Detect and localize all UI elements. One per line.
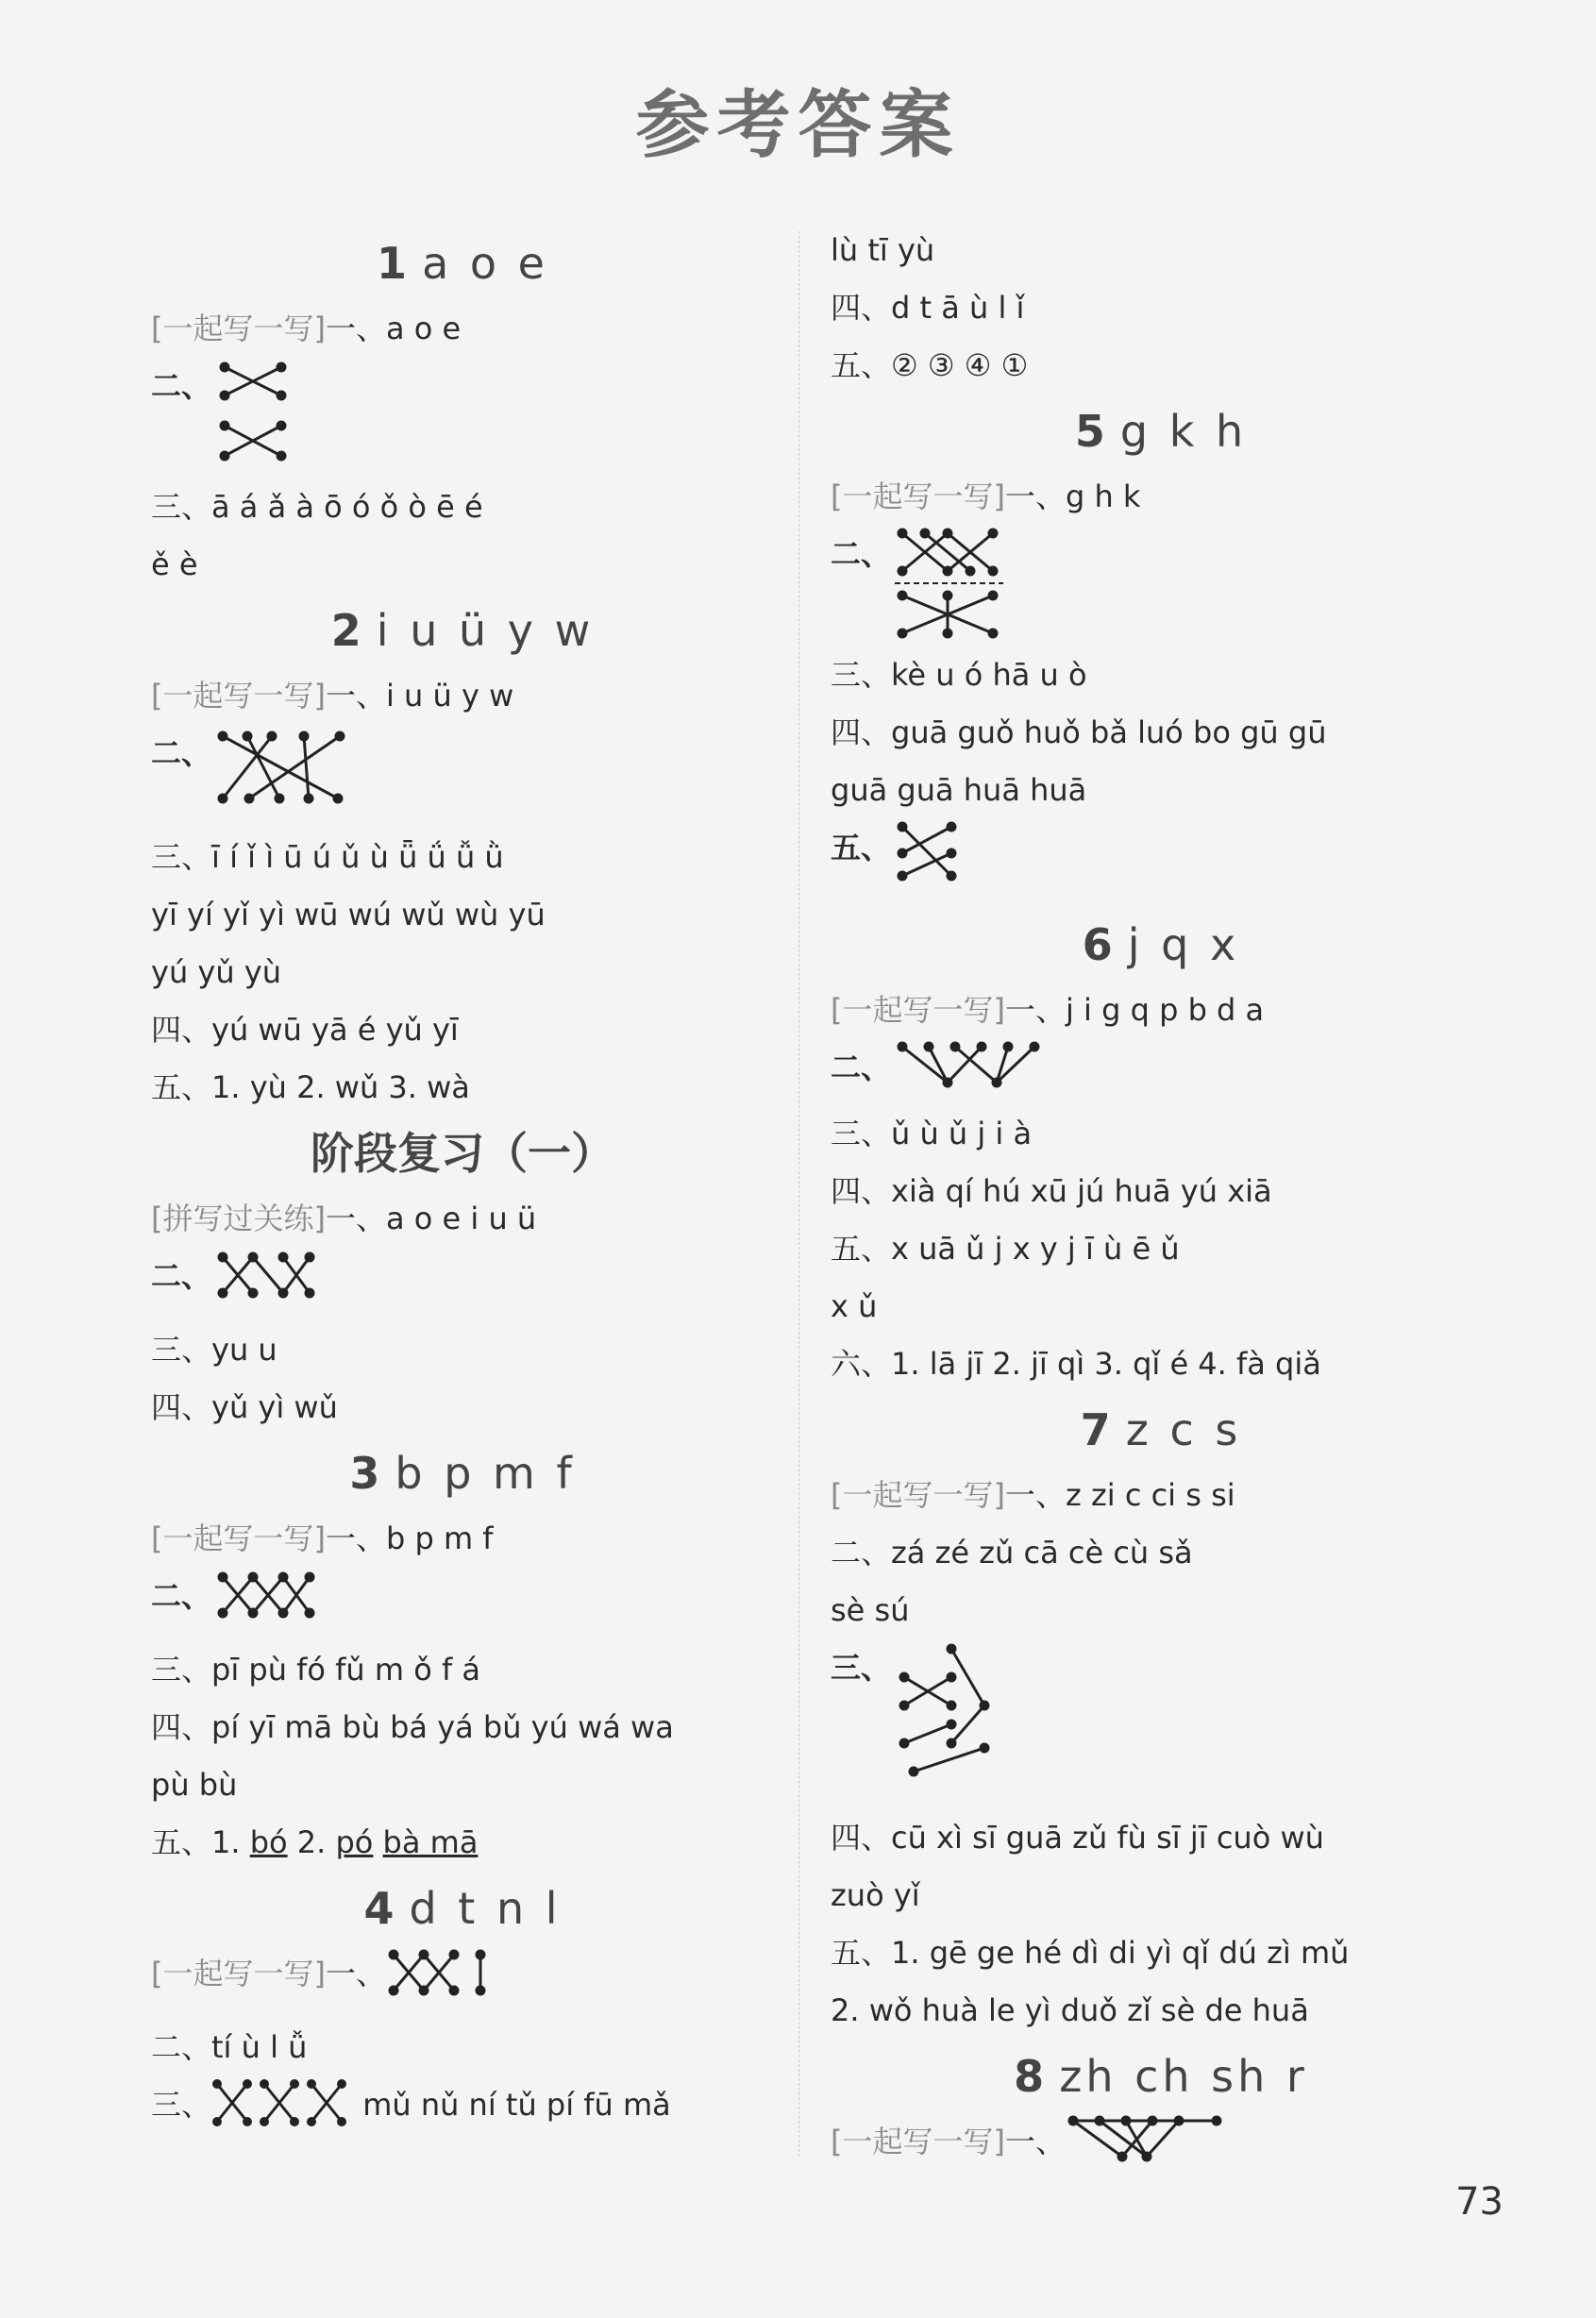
answer-line [831, 468, 1491, 526]
matching-lines-figure [895, 1639, 999, 1781]
matching-answer [151, 358, 774, 479]
exercise-tag: [一起写一写] [831, 2124, 1005, 2159]
section-number: 6 [1082, 919, 1113, 970]
section-heading [831, 1393, 1491, 1467]
answer-line: yī yí yǐ yì wū wú wǔ wù yū [151, 897, 546, 932]
section-heading [831, 2040, 1491, 2113]
answer-line: ě è [151, 546, 198, 582]
exercise-tag: [一起写一写] [831, 992, 1005, 1028]
section-pinyin: z c s [1125, 1404, 1242, 1455]
answer-line [151, 2076, 774, 2134]
section-heading [151, 1872, 774, 1945]
matching-lines-figure [215, 358, 291, 471]
underlined-answer: bà mā [382, 1824, 479, 1860]
section-number: 5 [1074, 406, 1105, 457]
matching-lines-figure [215, 1248, 319, 1304]
underlined-answer: pó [335, 1824, 374, 1860]
answer-line [151, 1510, 774, 1568]
answer-line: x ǔ [831, 1288, 878, 1324]
matching-lines-figure [215, 725, 357, 810]
section-heading: 阶段复习（一） [311, 1128, 614, 1179]
right-column [831, 222, 1491, 2171]
answer-label: 五、 [831, 830, 892, 865]
exercise-tag: [一起写一写] [151, 678, 326, 714]
answer-text: 一、z zi c ci s si [1004, 1477, 1235, 1513]
answer-line [831, 982, 1491, 1039]
answer-label: 2. [296, 1824, 327, 1860]
section-heading [151, 227, 774, 300]
answer-line: yú yǔ yù [151, 954, 281, 990]
answer-line: 四、pí yī mā bù bá yá bǔ yú wá wa [151, 1709, 674, 1745]
answer-line: 五、1. gē ge hé dì di yì qǐ dú zì mǔ [831, 1935, 1350, 1971]
exercise-tag: [一起写一写] [831, 479, 1005, 514]
matching-answer [831, 526, 1491, 647]
matching-answer [831, 1039, 1491, 1105]
section-number: 2 [330, 605, 361, 656]
answer-line [831, 1467, 1491, 1524]
matching-lines-figure [895, 1039, 1055, 1092]
matching-lines-figure [895, 526, 1008, 643]
answer-line: 五、1. yù 2. wǔ 3. wà [151, 1069, 470, 1105]
answer-label: 二、 [831, 536, 892, 572]
answer-line: sè sú [831, 1592, 910, 1628]
answer-line: lù tī yù [831, 232, 935, 268]
answer-line: 四、yú wū yā é yǔ yī [151, 1012, 459, 1048]
answer-label: 三、 [151, 2087, 212, 2123]
section-pinyin: i u ü y w [376, 605, 595, 656]
answer-label: 二、 [151, 735, 212, 771]
section-number: 4 [363, 1883, 395, 1934]
exercise-tag: [拼写过关练] [151, 1201, 326, 1236]
matching-answer [831, 819, 1491, 895]
matching-lines-figure [895, 819, 961, 885]
answer-line: 三、ī í ǐ ì ū ú ǔ ù ǖ ǘ ǚ ǜ [151, 839, 504, 875]
answer-line [151, 1814, 774, 1872]
answer-text: 一、i u ü y w [325, 678, 514, 714]
answer-text: mǔ nǔ ní tǔ pí fū mǎ [362, 2087, 671, 2123]
exercise-tag: [一起写一写] [151, 1520, 326, 1556]
matching-lines-figure [1066, 2113, 1226, 2164]
answer-line: 三、kè u ó hā u ò [831, 657, 1087, 693]
section-number: 7 [1080, 1404, 1111, 1455]
section-pinyin: j q x [1127, 919, 1240, 970]
section-pinyin: a o e [422, 238, 548, 289]
answer-line [151, 1945, 774, 2019]
matching-answer [151, 1568, 774, 1641]
answer-line: 五、② ③ ④ ① [831, 347, 1029, 383]
matching-lines-figure [211, 2076, 353, 2129]
section-heading [151, 594, 774, 667]
exercise-tag: [一起写一写] [151, 311, 326, 346]
section-heading [151, 1436, 774, 1510]
answer-text: 一、a o e [325, 311, 462, 346]
answer-text: 一、j i g q p b d a [1004, 992, 1265, 1028]
answer-line [151, 667, 774, 725]
section-pinyin: zh ch sh r [1059, 2051, 1308, 2102]
answer-line: 2. wǒ huà le yì duǒ zǐ sè de huā [831, 1992, 1309, 2028]
section-heading [831, 395, 1491, 468]
section-number: 3 [349, 1448, 380, 1499]
exercise-tag: [一起写一写] [151, 1956, 326, 1991]
answer-line: 四、cū xì sī guā zǔ fù sī jī cuò wù [831, 1820, 1324, 1856]
matching-answer [151, 1248, 774, 1321]
matching-answer [151, 725, 774, 829]
answer-label: 二、 [831, 1050, 892, 1085]
page-title: 参考答案 [635, 83, 961, 168]
answer-line: 四、d t ā ù l ǐ [831, 290, 1025, 326]
section-number: 1 [377, 238, 408, 289]
column-divider [798, 231, 799, 2157]
answer-label: 三、 [831, 1650, 892, 1686]
answer-line [151, 300, 774, 358]
answer-line: guā guā huā huā [831, 772, 1087, 808]
left-column [151, 227, 774, 2134]
answer-label: 五、1. [151, 1824, 241, 1860]
matching-lines-figure [386, 1945, 490, 2002]
matching-lines-figure [215, 1568, 319, 1624]
answer-line [831, 2113, 1491, 2171]
answer-text: 一、a o e i u ü [325, 1201, 537, 1236]
answer-line: 四、yǔ yì wǔ [151, 1389, 338, 1425]
section-number: 8 [1014, 2051, 1045, 2102]
matching-answer [831, 1639, 1491, 1809]
answer-text: 一、 [1004, 2124, 1066, 2159]
answer-line: 二、tí ù l ǚ [151, 2029, 308, 2065]
answer-line: 三、ā á ǎ à ō ó ǒ ò ē é [151, 489, 483, 525]
answer-line: 四、guā guǒ huǒ bǎ luó bo gū gū [831, 714, 1327, 750]
answer-line: 五、x uā ǔ j x y j ī ù ē ǔ [831, 1231, 1180, 1267]
answer-line [151, 1190, 774, 1248]
answer-line: pù bù [151, 1767, 238, 1803]
answer-label: 二、 [151, 1578, 212, 1614]
answer-label: 二、 [151, 1258, 212, 1294]
answer-text: 一、 [325, 1956, 386, 1991]
section-pinyin: g k h [1119, 406, 1248, 457]
underlined-answer: bó [249, 1824, 288, 1860]
answer-line: 二、zá zé zǔ cā cè cù sǎ [831, 1535, 1193, 1571]
section-heading [831, 908, 1491, 982]
answer-line: 三、pī pù fó fǔ m ǒ f á [151, 1652, 481, 1688]
answer-line: 六、1. lā jī 2. jī qì 3. qǐ é 4. fà qiǎ [831, 1346, 1321, 1382]
page-number: 73 [1455, 2180, 1504, 2224]
answer-label: 二、 [151, 368, 212, 404]
answer-line: 三、yu u [151, 1332, 277, 1368]
answer-line: 四、xià qí hú xū jú huā yú xiā [831, 1173, 1272, 1209]
exercise-tag: [一起写一写] [831, 1477, 1005, 1513]
section-pinyin: d t n l [409, 1883, 562, 1934]
answer-line: zuò yǐ [831, 1877, 920, 1913]
answer-line: 三、ǔ ù ǔ j i à [831, 1116, 1033, 1151]
answer-text: 一、g h k [1004, 479, 1141, 514]
section-pinyin: b p m f [395, 1448, 576, 1499]
answer-text: 一、b p m f [325, 1520, 494, 1556]
